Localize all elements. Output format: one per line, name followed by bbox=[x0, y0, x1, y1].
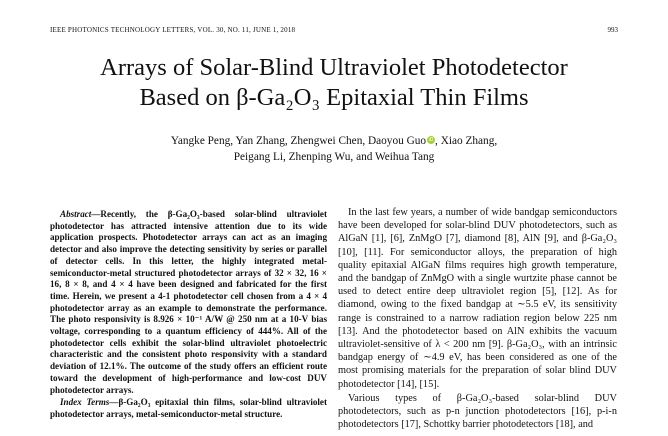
running-header: IEEE PHOTONICS TECHNOLOGY LETTERS, VOL. 30, NO. 11, JUNE 1, 2018 bbox=[50, 26, 296, 34]
paper-title-line-1: Arrays of Solar-Blind Ultraviolet Photodetector bbox=[100, 54, 568, 81]
abstract-text: Recently, the β-Ga₂O₃-based solar-blind ultraviolet photodetector has attracted intensive attention due to its wide application prospects. Photodetector arrays can act as an imaging detector and also improve the detecting sensitivity by series or parallel of detector cells. In this letter, the highly integrated metal-semiconductor-metal structured photodetector arrays of 32 × 32, 16 × 16, 8 × 8, and 4 × 4 have been designed and fabricated for the first time. Herein, we present a 4-1 photodetector cell chosen from a 4 × 4 photodetector array as an example to demonstrate the performance. The photo responsivity is 8.926 × 10⁻¹ A/W @ 250 nm at a 10-V bias voltage, corresponding to a quantum efficiency of 444%. All of the photodetector cells exhibit the solar-blind ultraviolet photoelectric characteristic and the consistent photo responsivity with a standard deviation of 12.1%. The outcome of the study offers an efficient route toward the development of high-performance and low-cost DUV photodetector arrays. bbox=[50, 209, 327, 395]
abstract bbox=[50, 209, 327, 396]
paper-title-line-2: Based on β-Ga₂O₃ Epitaxial Thin Films bbox=[139, 84, 529, 111]
authors-text-a: Yangke Peng, Yan Zhang, Zhengwei Chen, Daoyou Guo bbox=[170, 135, 427, 147]
orcid-icon[interactable]: iD bbox=[428, 137, 434, 143]
intro-paragraph-1: In the last few years, a number of wide bandgap semiconductors have been developed for solar-blind DUV photodetectors, such as AlGaN [1], [6], ZnMgO [7], diamond [8], AlN [9], and β-Ga₂O₃ [10], [11]. For semiconductor alloys, the preparation of high quality epitaxial AlGaN films requires high growth temperature, and the bandgap of ZnMgO with a single wurtzite phase cannot be used to detect entire deep ultraviolet region [5], [12]. As for diamond, owing to the fixed bandgap at ∼5.5 eV, its sensitivity range is constrained to a narrow radiation region below 225 nm [13]. And the photodetector based on AlN exhibits the vacuum ultraviolet-sensitive of λ < 200 nm [9]. β-Ga₂O₃, with an intrinsic bandgap energy of ∼4.9 eV, has been considered as one of the most promising materials for the preparation of solar blind DUV photodetector [14], [15]. bbox=[338, 207, 617, 390]
abstract-label: Abstract— bbox=[60, 209, 101, 219]
author-list-line-2: Peigang Li, Zhenping Wu, and Weihua Tang bbox=[233, 151, 435, 163]
body-column bbox=[338, 206, 617, 431]
authors-text-b: , Xiao Zhang, bbox=[435, 135, 498, 147]
page-number: 993 bbox=[607, 26, 618, 34]
index-terms-label: Index Terms— bbox=[60, 397, 119, 408]
intro-paragraph-2: Various types of β-Ga₂O₃-based solar-blind DUV photodetectors, such as p-n junction photodetectors [16], p-i-n photodetectors [17], Schottky barrier photodetectors [18], and bbox=[338, 392, 617, 431]
author-list-line-1 bbox=[0, 133, 668, 149]
index-terms bbox=[50, 397, 327, 420]
abstract-column bbox=[50, 209, 327, 421]
index-terms-text: β-Ga₂O₃ epitaxial thin films, solar-blind ultraviolet photodetector arrays, metal-semiconductor-metal structure. bbox=[50, 397, 327, 419]
